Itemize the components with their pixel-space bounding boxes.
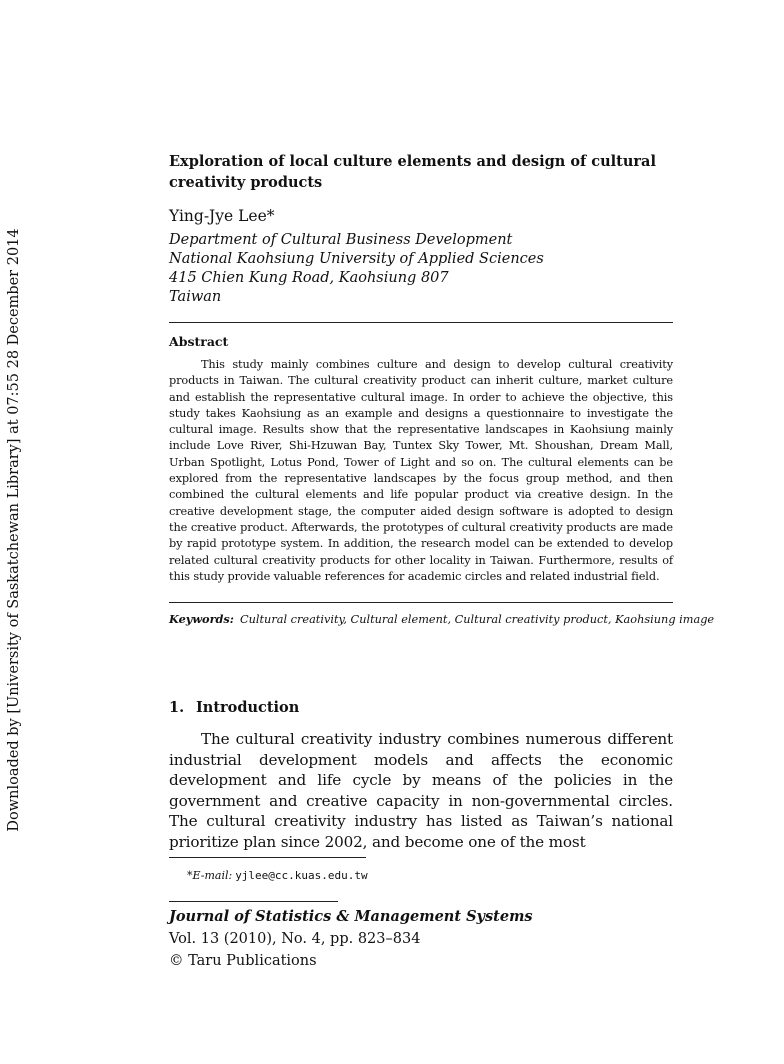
section-title: Introduction [196, 699, 300, 716]
journal-publisher: © Taru Publications [169, 953, 317, 969]
affiliation-line: Department of Cultural Business Development [169, 232, 513, 248]
abstract-heading: Abstract [169, 334, 229, 349]
download-notice: Downloaded by [University of Saskatchewan Library] at 07:55 28 December 2014 [6, 228, 22, 832]
abstract-text: This study mainly combines culture and design to develop cultural creativity products in Taiwan. The cultural creativity product can inherit culture, market culture and establish the representative cultural image. In order to achieve the objective, this study takes Kaohsiung as an example and designs a questionnaire to investigate the cultural image. Results show that the representative landscapes in Kaohsiung mainly include Love River, Shi-Hzuwan Bay, Tuntex Sky Tower, Mt. Shoushan, Dream Mall, Urban Spotlight, Lotus Pond, Tower of Light and so on. The cultural elements can be explored from the representative landscapes by the focus group method, and then combined the cultural elements and life popular product via creative design. In the creative development stage, the computer aided design software is adopted to design the creative product. Afterwards, the prototypes of cultural creativity products are made by rapid prototype system. In addition, the research model can be extended to develop related cultural creativity products for other locality in Taiwan. Furthermore, results of this study provide valuable references for academic circles and related industrial field. [169, 358, 673, 583]
journal-volume: Vol. 13 (2010), No. 4, pp. 823–834 [169, 931, 421, 947]
journal-rule [169, 901, 338, 902]
keywords [169, 612, 714, 626]
author-affiliation [169, 231, 544, 307]
section-heading [169, 699, 299, 716]
footnote-rule [169, 857, 366, 858]
affiliation-line: National Kaohsiung University of Applied Sciences [169, 251, 544, 267]
keywords-label: Keywords: [169, 612, 234, 626]
affiliation-line: 415 Chien Kung Road, Kaohsiung 807 [169, 270, 449, 286]
author-email: yjlee@cc.kuas.edu.tw [235, 869, 368, 882]
keywords-list: Cultural creativity, Cultural element, Cultural creativity product, Kaohsiung image [239, 613, 715, 626]
introduction-paragraph: The cultural creativity industry combines numerous different industrial development models and affects the economic development and life cycle by means of the policies in the government and creative capacity in non-governmental circles. The cultural creativity industry has listed as Taiwan’s national prioritize plan since 2002, and become one of the most [169, 730, 673, 851]
section-number: 1. [169, 699, 185, 716]
footnote-label: *E-mail: [187, 869, 233, 882]
journal-name: Journal of Statistics & Management Systems [169, 908, 533, 925]
paper-title: Exploration of local culture elements and design of cultural creativity products [169, 153, 656, 191]
journal-info [169, 906, 533, 972]
footnote [187, 869, 368, 882]
author-name: Ying-Jye Lee* [169, 207, 275, 225]
affiliation-line: Taiwan [169, 289, 222, 305]
abstract-top-rule [169, 322, 673, 323]
abstract-bottom-rule [169, 602, 673, 603]
